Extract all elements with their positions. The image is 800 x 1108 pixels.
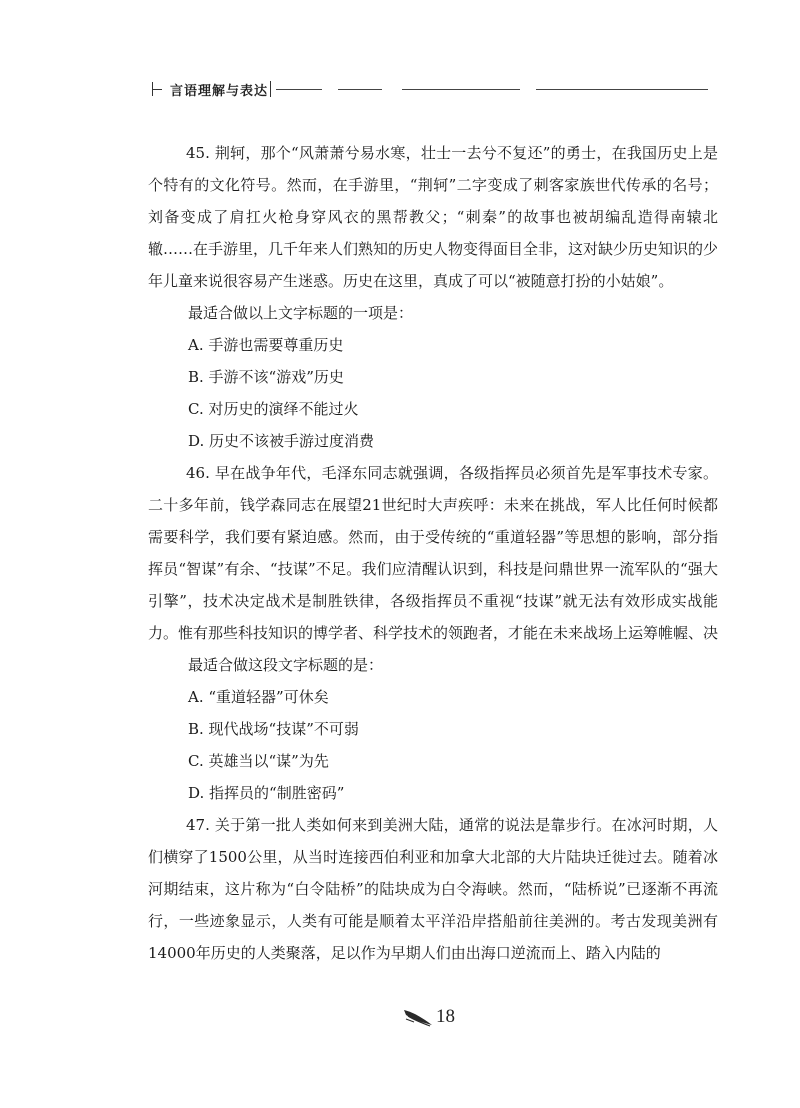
question-46-option-d: D. 指挥员的“制胜密码” [188, 784, 345, 802]
header-divider [270, 81, 271, 97]
question-45-option-c: C. 对历史的演绎不能过火 [188, 400, 359, 418]
page-number: 18 [436, 1006, 455, 1027]
question-45-option-d: D. 历史不该被手游过度消费 [188, 432, 375, 450]
running-header [152, 80, 708, 100]
header-rule [402, 89, 520, 90]
question-46-passage: 46. 早在战争年代，毛泽东同志就强调，各级指挥员必须首先是军事技术专家。二十多年前，钱学森同志在展望21世纪时大声疾呼：未来在挑战，军人比任何时候都需要科学，我们要有紧迫感。然而，由于受传统的“重道轻器”等思想的影响，部分指挥员“智谋”有余、“技谋”不足。我们应清醒认识到，科技是问鼎世界一流军队的“强大引擎”，技术决定战术是制胜铁律，各级指挥员不重视“技谋”就无法有效形成实战能力。惟有那些科技知识的博学者、科学技术的领跑者，才能在未来战场上运筹帷幄、决 [148, 464, 718, 642]
header-rule [276, 89, 322, 90]
section-title: 言语理解与表达 [170, 84, 269, 99]
question-45-passage: 45. 荆轲，那个“风萧萧兮易水寒，壮士一去兮不复还”的勇士，在我国历史上是个特有的文化符号。然而，在手游里，“荆轲”二字变成了刺客家族世代传承的名号；刘备变成了肩扛火枪身穿风衣的黑帮教父；“刺秦”的故事也被胡编乱造得南辕北辙……在手游里，几千年来人们熟知的历史人物变得面目全非，这对缺少历史知识的少年儿童来说很容易产生迷惑。历史在这里，真成了可以“被随意打扮的小姑娘”。 [148, 144, 718, 290]
question-46-option-b: B. 现代战场“技谋”不可弱 [188, 720, 359, 738]
header-left-dash [152, 89, 162, 90]
header-rule [338, 89, 382, 90]
question-45-option-a: A. 手游也需要尊重历史 [188, 336, 344, 354]
question-46-option-c: C. 英雄当以“谋”为先 [188, 752, 329, 770]
page-footer [402, 1002, 472, 1032]
question-47-passage: 47. 关于第一批人类如何来到美洲大陆，通常的说法是靠步行。在冰河时期，人们横穿了1500公里，从当时连接西伯利亚和加拿大北部的大片陆块迁徙过去。随着冰河期结束，这片称为“白令陆桥”的陆块成为白令海峡。然而，“陆桥说”已逐渐不再流行，一些迹象显示，人类有可能是顺着太平洋沿岸搭船前往美洲的。考古发现美洲有14000年历史的人类聚落，足以作为早期人们由出海口逆流而上、踏入内陆的 [148, 816, 718, 962]
page-body [148, 137, 718, 969]
quill-icon [402, 1006, 434, 1028]
header-rule [536, 89, 708, 90]
question-46-prompt: 最适合做这段文字标题的是： [188, 656, 384, 674]
question-45-option-b: B. 手游不该“游戏”历史 [188, 368, 344, 386]
question-45-prompt: 最适合做以上文字标题的一项是： [188, 304, 414, 322]
question-46-option-a: A. “重道轻器”可休矣 [188, 688, 329, 706]
